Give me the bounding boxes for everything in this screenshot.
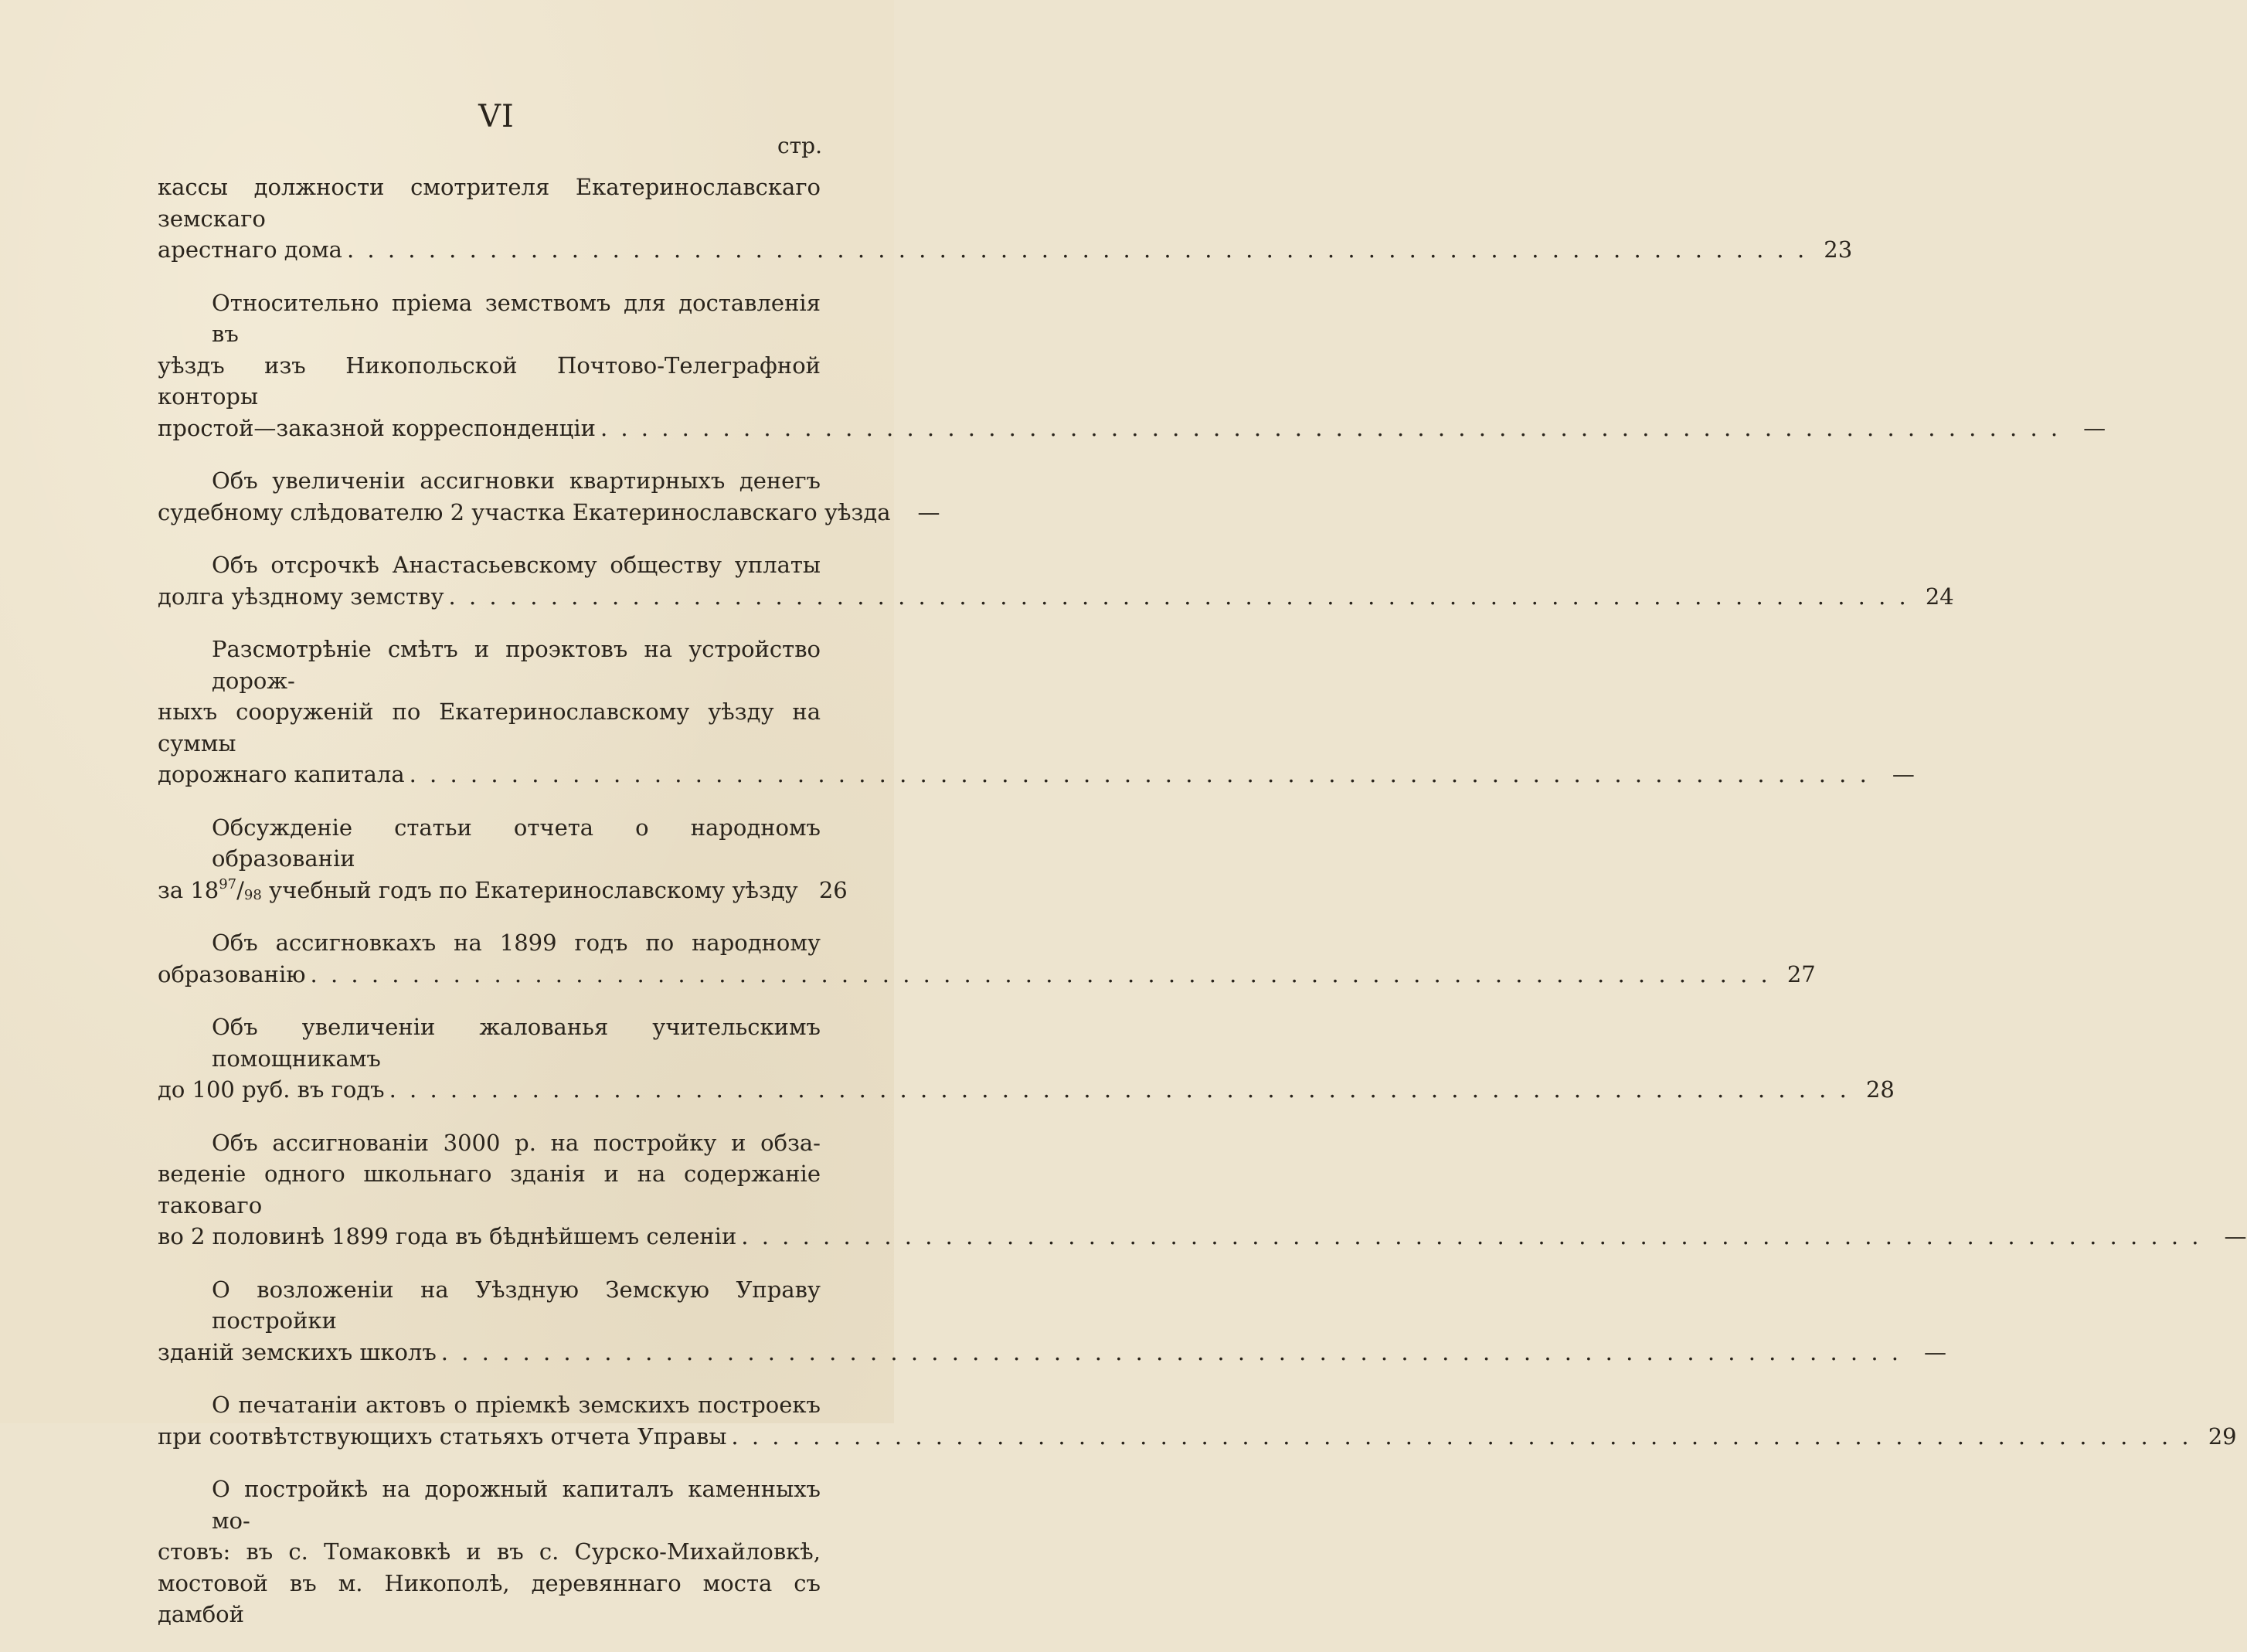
toc-entry-line: Разсмотрѣніе смѣтъ и проэктовъ на устройство дорож- — [212, 636, 821, 694]
toc-entry-text-prefix: за 18 — [158, 876, 219, 903]
toc-entry-last-line — [158, 1221, 2247, 1253]
toc-entry-line: ныхъ сооруженій по Екатеринославскому уѣзду на суммы — [158, 699, 821, 756]
dot-leader — [347, 234, 1807, 266]
toc-entry-line: мостовой въ м. Никополѣ, деревяннаго моста съ дамбой — [158, 1569, 821, 1627]
toc-entry-last-line — [158, 1337, 1947, 1368]
toc-entry-text: до 100 руб. въ годъ — [158, 1076, 385, 1103]
toc-entry-line: кассы должности смотрителя Екатеринославскаго земскаго — [158, 174, 821, 232]
toc-entry-text: арестнаго дома — [158, 236, 342, 263]
toc-entry-page: — — [1892, 761, 1915, 787]
toc-entry — [158, 1127, 2247, 1253]
toc-entry-line: Относительно пріема земствомъ для доставленія въ — [212, 289, 821, 347]
toc-entry-line: О постройкѣ на дорожный капиталъ каменныхъ мо- — [212, 1476, 821, 1534]
dot-leader — [441, 1337, 1902, 1368]
toc-entry-page: — — [917, 498, 940, 525]
page-number: VI — [478, 99, 515, 134]
toc-entry-line: О возложеніи на Уѣздную Земскую Управу постройки — [212, 1276, 821, 1334]
toc-entry-text: во 2 половинѣ 1899 года въ бѣднѣйшемъ селеніи — [158, 1223, 737, 1249]
toc-entry-page: 27 — [1786, 960, 1816, 987]
dot-leader — [741, 1221, 2201, 1253]
toc-entry-line: веденіе одного школьнаго зданія и на содержаніе таковаго — [158, 1161, 821, 1219]
toc-entry — [158, 287, 2106, 444]
dot-leader — [410, 759, 1870, 790]
toc-entry-line: О печатаніи актовъ о пріемкѣ земскихъ построекъ — [212, 1392, 821, 1418]
fraction-slash: / — [236, 876, 244, 903]
dot-leader — [389, 1074, 1850, 1106]
toc-entry-last-line — [158, 413, 2106, 444]
toc-entry-text-suffix: учебный годъ по Екатеринославскому уѣзду — [261, 876, 798, 903]
toc-entry-last-line — [158, 875, 848, 906]
toc-entry — [158, 465, 940, 528]
toc-entry-text: дорожнаго капитала — [158, 761, 405, 787]
toc-entry-line: уѣздъ изъ Никопольской Почтово-Телеграфной конторы — [158, 352, 821, 410]
toc-entry-last-line — [158, 1421, 2237, 1453]
toc-entry-text: судебному слѣдователю 2 участка Екатеринославскаго уѣзда — [158, 498, 891, 525]
dot-leader — [600, 413, 2061, 444]
toc-entry — [158, 1389, 2237, 1452]
fraction-numerator: 97 — [219, 875, 237, 892]
dot-leader — [449, 581, 1909, 613]
toc-entry-last-line — [158, 1074, 1895, 1106]
toc-entry-last-line — [158, 234, 1853, 266]
toc-entry-text: образованію — [158, 960, 306, 987]
toc-entry-page: 23 — [1824, 236, 1853, 263]
toc-entry — [158, 1011, 1895, 1106]
toc-entry-page: — — [2083, 414, 2106, 441]
toc-entry-line: Объ отсрочкѣ Анастасьевскому обществу уплаты — [212, 552, 821, 578]
toc-entry — [158, 549, 1954, 612]
toc-entry-page: — — [1924, 1338, 1947, 1365]
toc-entry-page: 26 — [818, 876, 848, 903]
toc-entry-text: при соотвѣтствующихъ статьяхъ отчета Управы — [158, 1423, 727, 1450]
toc-entry-last-line — [158, 759, 1915, 790]
toc-entry-text: зданій земскихъ школъ — [158, 1338, 437, 1365]
toc-entry-line: Объ увеличеніи ассигновки квартирныхъ денегъ — [212, 467, 821, 494]
toc-entry-line: Объ ассигнованіи 3000 р. на постройку и обза- — [212, 1129, 821, 1156]
toc-entry-line: Объ ассигновкахъ на 1899 годъ по народному — [212, 930, 821, 956]
toc-entry-last-line — [158, 497, 940, 529]
toc-entry — [158, 172, 1853, 266]
dot-leader — [311, 959, 1771, 991]
toc-entry-last-line — [158, 959, 1816, 991]
toc-entry-line: стовъ: въ с. Томаковкѣ и въ с. Сурско-Михайловкѣ, — [158, 1538, 821, 1565]
toc-entry-line: Обсужденіе статьи отчета о народномъ образованіи — [212, 814, 821, 872]
toc-entry — [158, 927, 1816, 990]
toc-entry — [158, 1474, 821, 1630]
toc-entry — [158, 634, 1915, 790]
toc-entry — [158, 1274, 1947, 1368]
toc-entry-text — [158, 875, 798, 906]
toc-entry-page: 29 — [2208, 1423, 2237, 1450]
fraction-denominator: 98 — [243, 886, 262, 903]
table-of-contents — [158, 172, 2247, 1652]
toc-entry-text: долга уѣздному земству — [158, 583, 444, 610]
toc-entry — [158, 812, 848, 906]
toc-entry-text: простой—заказной корреспонденціи — [158, 414, 596, 441]
toc-entry-page: — — [2224, 1223, 2247, 1249]
dot-leader — [731, 1421, 2191, 1453]
toc-entry-page: 28 — [1865, 1076, 1895, 1103]
toc-entry-page: 24 — [1925, 583, 1954, 610]
toc-entry-line: Объ увеличеніи жалованья учительскимъ помощникамъ — [212, 1014, 821, 1072]
toc-entry-last-line — [158, 581, 1954, 613]
page-column-label: стр. — [777, 133, 822, 158]
